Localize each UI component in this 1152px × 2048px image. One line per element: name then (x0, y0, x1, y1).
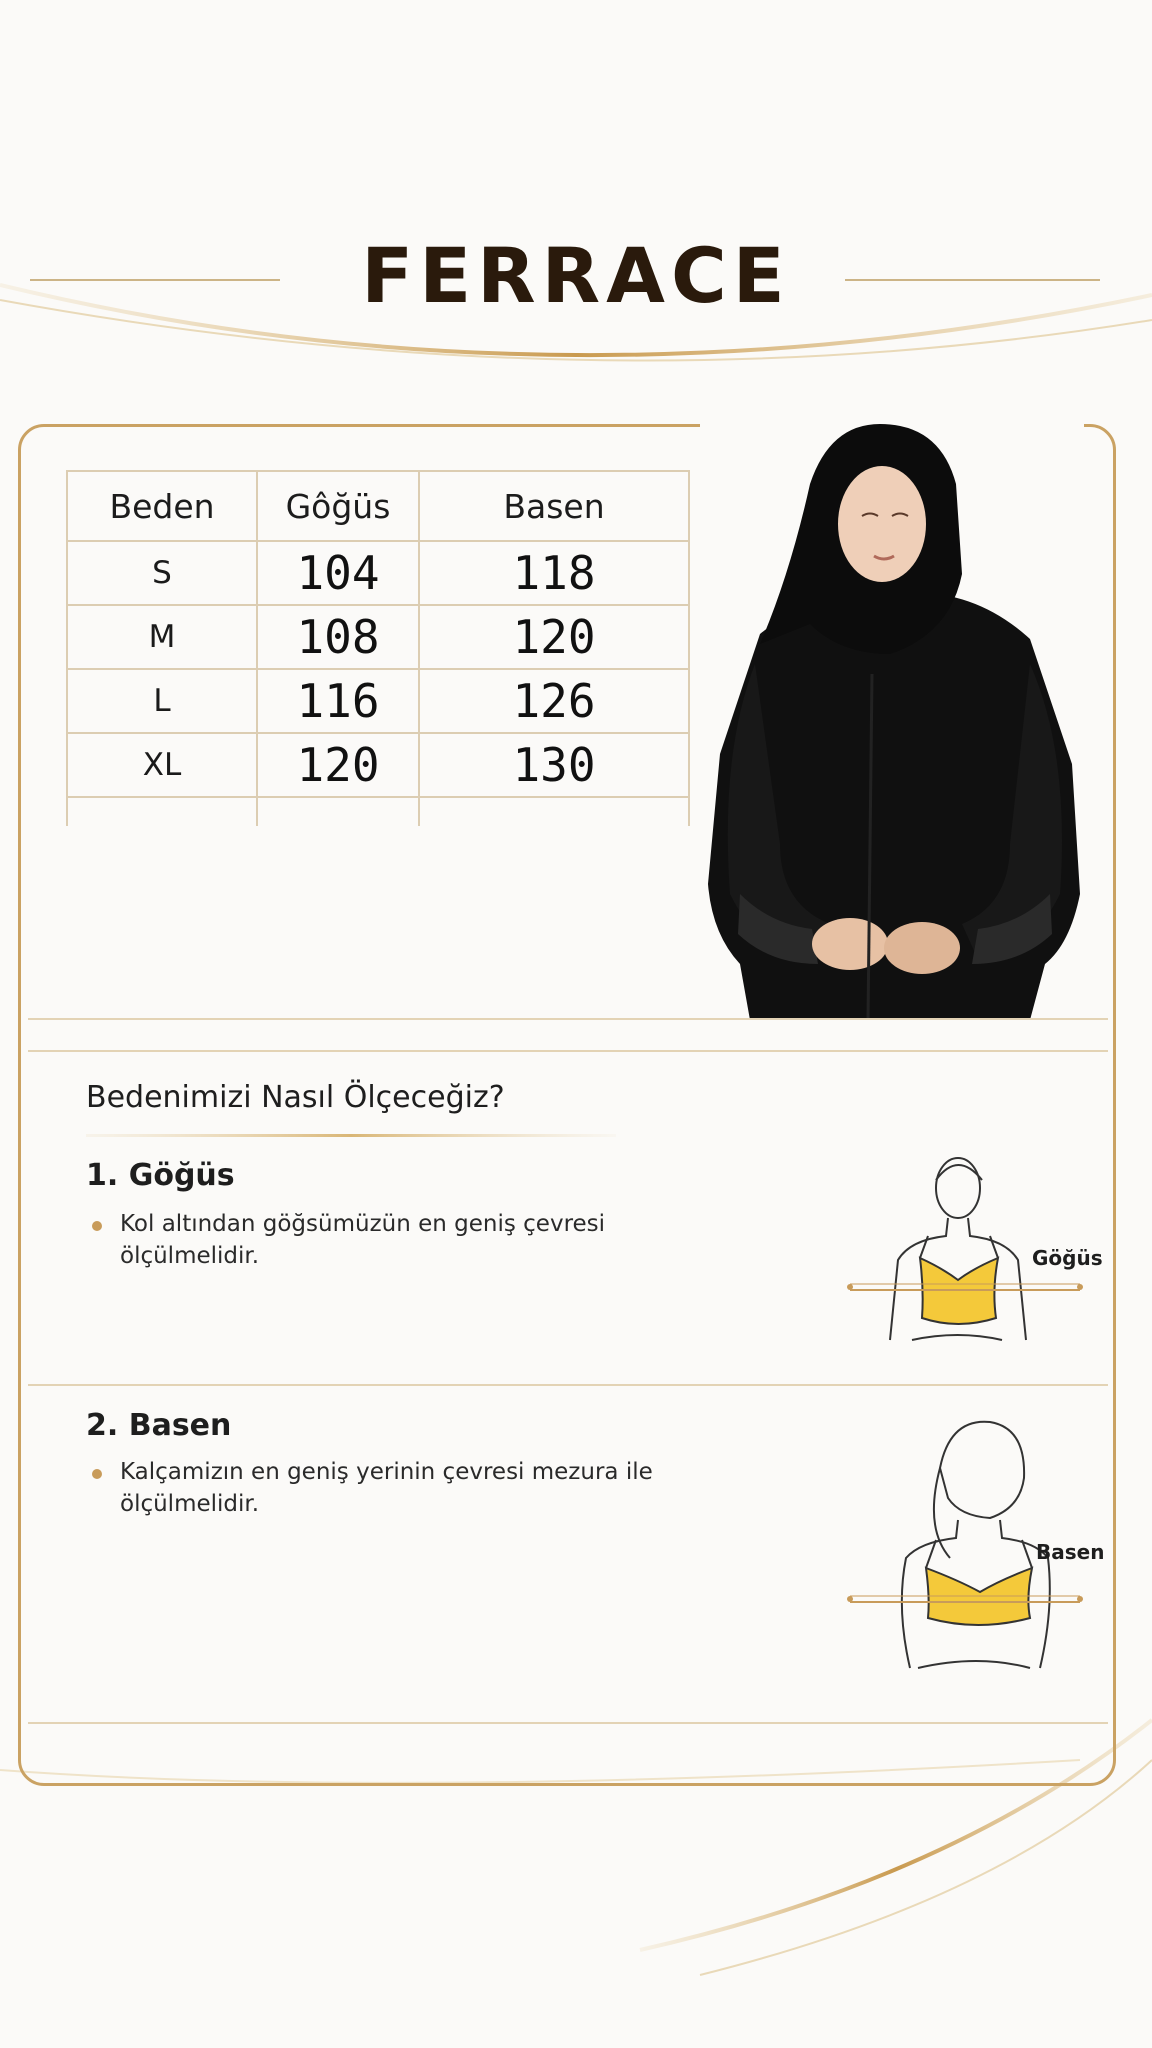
header-chest: Gôğüs (257, 471, 419, 541)
size-label: S (67, 541, 257, 605)
hip-value: 130 (419, 733, 689, 797)
table-header-row (67, 471, 689, 541)
bullet-icon (92, 1469, 102, 1479)
hip-value: 120 (419, 605, 689, 669)
size-label: XL (67, 733, 257, 797)
section-divider (28, 1384, 1108, 1386)
header-size: Beden (67, 471, 257, 541)
size-label: M (67, 605, 257, 669)
section-hip-text: Kalçamizın en geniş yerinin çevresi mezura ile ölçülmelidir. (120, 1459, 653, 1517)
heading-underline (86, 1134, 616, 1137)
bullet-icon (92, 1221, 102, 1231)
model-photo (700, 424, 1084, 1020)
guide-heading: Bedenimizi Nasıl Ölçeceğiz? (86, 1080, 505, 1115)
section-chest-title: 1. Göğüs (86, 1158, 235, 1193)
section-hip-title: 2. Basen (86, 1408, 232, 1443)
size-label: L (67, 669, 257, 733)
size-table (66, 470, 690, 826)
page-title: FERRACE (361, 231, 791, 320)
chest-value: 116 (257, 669, 419, 733)
hip-figure-label: Basen (1036, 1540, 1105, 1564)
chest-figure-label: Göğüs (1032, 1246, 1103, 1270)
table-row (67, 605, 689, 669)
table-row (67, 669, 689, 733)
table-row (67, 541, 689, 605)
hip-value: 126 (419, 669, 689, 733)
chest-value: 104 (257, 541, 419, 605)
header-hip: Basen (419, 471, 689, 541)
hip-value: 118 (419, 541, 689, 605)
table-spacer-row (67, 797, 689, 826)
section-divider (28, 1050, 1108, 1052)
section-chest-text: Kol altından göğsümüzün en geniş çevresi ölçülmelidir. (120, 1211, 606, 1269)
section-divider (28, 1018, 1108, 1020)
chest-value: 108 (257, 605, 419, 669)
table-row (67, 733, 689, 797)
chest-value: 120 (257, 733, 419, 797)
section-divider (28, 1722, 1108, 1724)
